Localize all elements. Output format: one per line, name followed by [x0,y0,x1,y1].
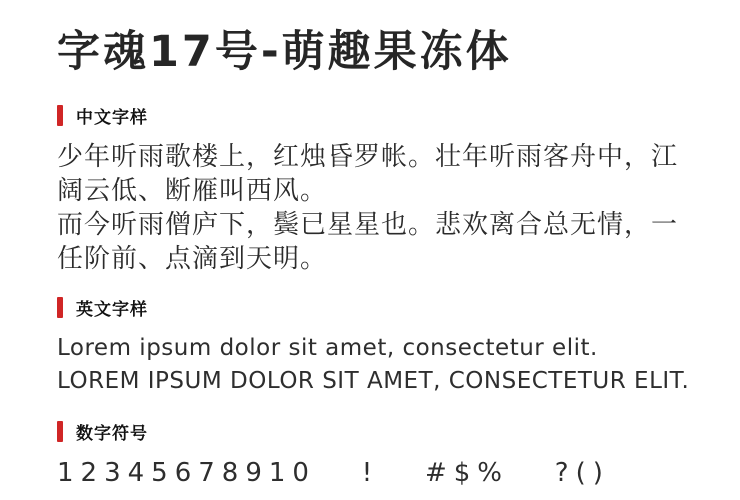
section-marker-bar-icon [57,421,63,442]
chinese-section-header [57,104,700,126]
chinese-section-label: 中文字样 [76,107,148,128]
section-marker-bar-icon [57,105,63,126]
font-title: 字魂17号-萌趣果冻体 [57,27,512,77]
english-sample-lowercase-line: Lorem ipsum dolor sit amet, consectetur elit. [57,335,598,361]
english-sample-uppercase-line: LOREM IPSUM DOLOR SIT AMET, CONSECTETUR ELIT. [57,368,690,394]
section-numbers-symbols [57,420,700,490]
chinese-sample-text [57,140,700,276]
section-english-sample [57,296,700,398]
numbers-section-header [57,420,700,442]
english-section-header [57,296,700,318]
english-sample-text [57,332,700,398]
section-chinese-sample [57,104,700,276]
chinese-sample-paragraph-1: 少年听雨歌楼上，红烛昏罗帐。壮年听雨客舟中，江阔云低、断雁叫西风。 [57,142,679,206]
section-marker-bar-icon [57,297,63,318]
english-section-label: 英文字样 [76,299,148,320]
numbers-section-label: 数字符号 [76,423,148,444]
numbers-symbols-line: 12345678910 ! #$% ?() [57,458,610,488]
chinese-sample-paragraph-2: 而今听雨僧庐下，鬓已星星也。悲欢离合总无情，一任阶前、点滴到天明。 [57,210,679,274]
numbers-sample-text [57,456,700,490]
